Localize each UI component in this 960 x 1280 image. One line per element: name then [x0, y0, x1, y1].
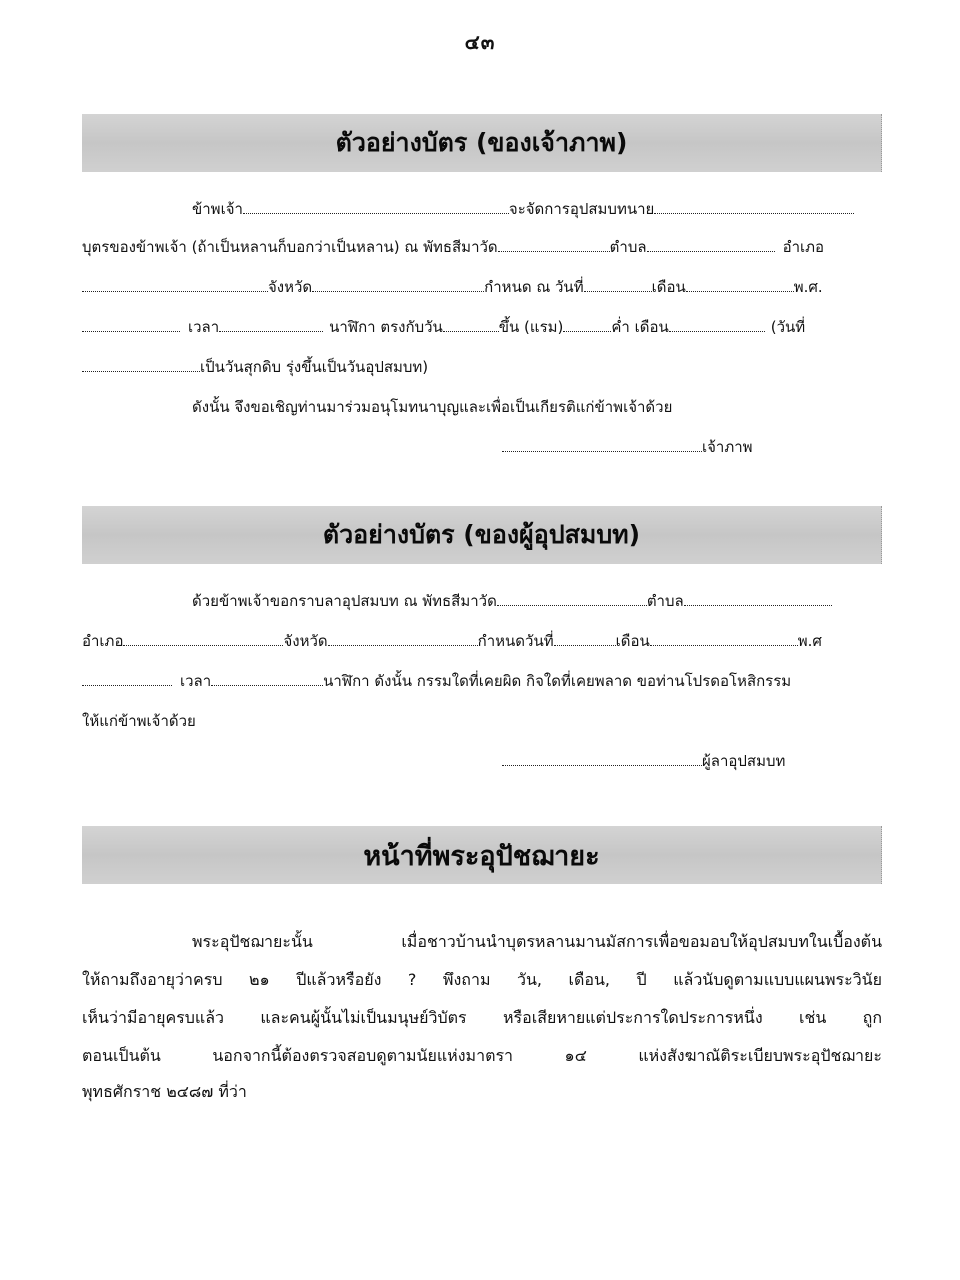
s3-line: พระอุปัชฌายะนั้น เมื่อชาวบ้านนำบุตรหลานมานมัสการเพื่อขอมอบให้อุปสมบทในเบื้องต้น [192, 932, 882, 951]
s1-l1-label-b: จะจัดการอุปสมบทนาย [508, 200, 655, 218]
s1-l2-label-c: อำเภอ [782, 238, 825, 256]
section2-title: ตัวอย่างบัตร (ของผู้อุปสมบท) [82, 506, 882, 564]
s3-line: ตอนเป็นต้น นอกจากนี้ต้องตรวจสอบดูตามนัยแห่งมาตรา ๑๔ แห่งสังฆาณัติระเบียบพระอุปัชฌายะ [82, 1046, 882, 1065]
fill-blank [650, 631, 798, 646]
fill-blank [82, 277, 268, 292]
fill-blank [443, 317, 499, 332]
s2-l2-label-c: กำหนดวันที่ [477, 632, 554, 650]
s3-line: ให้ถามถึงอายุว่าครบ ๒๑ ปีแล้วหรือยัง ? พึงถาม วัน, เดือน, ปี แล้วนับดูตามแบบแผนพระวินัย [82, 970, 882, 989]
fill-blank [554, 631, 616, 646]
s2-l2-label-a: อำเภอ [82, 632, 124, 650]
fill-blank [686, 277, 794, 292]
s1-l5-label-a: เป็นวันสุกดิบ รุ่งขึ้นเป็นวันอุปสมบท) [200, 358, 429, 376]
s3-line: พุทธศักราช ๒๔๘๗ ที่ว่า [82, 1082, 247, 1101]
fill-blank [563, 317, 611, 332]
s2-line2 [82, 630, 822, 652]
s2-line3 [82, 670, 791, 692]
s1-l4-label-c: ขึ้น (แรม) [498, 318, 564, 336]
s1-line5 [82, 356, 428, 378]
s1-l3-label-c: เดือน [651, 278, 686, 296]
s1-line1 [192, 198, 854, 220]
s1-l4-label-a: เวลา [188, 318, 220, 336]
fill-blank [219, 317, 323, 332]
fill-blank [328, 631, 478, 646]
s1-l4-label-d: ค่ำ เดือน [611, 318, 669, 336]
s1-signature [502, 436, 753, 458]
s1-l1-label-a: ข้าพเจ้า [192, 200, 243, 218]
s1-l2-label-a: บุตรของข้าพเจ้า (ถ้าเป็นหลานก็บอกว่าเป็นหลาน) ณ พัทธสีมาวัด [82, 238, 498, 256]
fill-blank [243, 199, 509, 214]
s1-l4-label-e: (วันที่ [770, 318, 806, 336]
s1-l4-label-b: นาฬิกา ตรงกับวัน [329, 318, 443, 336]
fill-blank [82, 357, 200, 372]
fill-blank [123, 631, 283, 646]
fill-blank [584, 277, 652, 292]
s1-l3-label-d: พ.ศ. [793, 278, 823, 296]
fill-blank [684, 591, 832, 606]
s1-l3-label-b: กำหนด ณ วันที่ [484, 278, 584, 296]
fill-blank [497, 591, 647, 606]
s3-line: เห็นว่ามีอายุครบแล้ว และคนผู้นั้นไม่เป็นมนุษย์วิบัตร หรือเสียหายแต่ประการใดประการหนึ่ง เช่น ถูก [82, 1008, 882, 1027]
s1-line2 [82, 236, 824, 258]
s2-line4: ให้แก่ข้าพเจ้าด้วย [82, 712, 196, 730]
s2-l2-label-b: จังหวัด [283, 632, 328, 650]
fill-blank [669, 317, 765, 332]
s2-l1-label-a: ด้วยข้าพเจ้าขอกราบลาอุปสมบท ณ พัทธสีมาวัด [192, 592, 497, 610]
s1-l2-label-b: ตำบล [609, 238, 647, 256]
fill-blank [312, 277, 484, 292]
s2-l3-label-b: นาฬิกา ดังนั้น กรรมใดที่เคยผิด กิจใดที่เคยพลาด ขอท่านโปรดอโหสิกรรม [323, 672, 792, 690]
s2-l3-label-a: เวลา [180, 672, 212, 690]
page-number: ๔๓ [464, 30, 496, 54]
s1-line4 [82, 316, 805, 338]
fill-blank [502, 437, 702, 452]
s1-line3 [82, 276, 823, 298]
section3-title: หน้าที่พระอุปัชฌายะ [82, 826, 882, 884]
fill-blank [654, 199, 854, 214]
fill-blank [82, 671, 172, 686]
s2-l2-label-d: เดือน [615, 632, 650, 650]
s2-l2-label-e: พ.ศ [797, 632, 822, 650]
fill-blank [211, 671, 323, 686]
s1-signature-label: เจ้าภาพ [702, 438, 753, 456]
s2-signature-label: ผู้ลาอุปสมบท [702, 752, 786, 770]
s1-l3-label-a: จังหวัด [268, 278, 313, 296]
fill-blank [647, 237, 775, 252]
s2-line1 [192, 590, 832, 612]
fill-blank [502, 751, 702, 766]
section1-title: ตัวอย่างบัตร (ของเจ้าภาพ) [82, 114, 882, 172]
fill-blank [498, 237, 610, 252]
s2-l1-label-b: ตำบล [646, 592, 684, 610]
fill-blank [82, 317, 180, 332]
s1-line6: ดังนั้น จึงขอเชิญท่านมาร่วมอนุโมทนาบุญและเพื่อเป็นเกียรติแก่ข้าพเจ้าด้วย [192, 398, 673, 416]
s2-signature [502, 750, 785, 772]
